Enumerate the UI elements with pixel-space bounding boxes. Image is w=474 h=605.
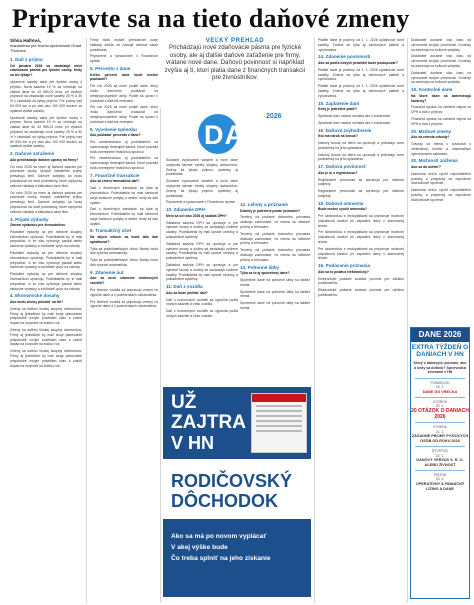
section-heading: 8. Transakčný účet xyxy=(90,228,132,234)
section-text: Pre rok 2026 sa mení podiel dane, ktorý môžu daňovníci poukázať na verejnoprospešné účely. Podiel sa upraví v súvislosti s ďalšími zmenami. xyxy=(90,105,158,124)
section-text: Spotrebné dane na pohonné látky sa taktiež menia. xyxy=(240,301,310,310)
section-text: Základná sadzba DPH sa upravuje a pre vybrané tovary a služby sa zavádzajú znížené sadzby. Podnikatelia by mali upraviť cenníky a pokladničné systémy. xyxy=(166,241,238,261)
sidebar-day: ŠTVRTOK xyxy=(432,449,448,454)
section-lead: Ako je to s registráciou? xyxy=(318,170,358,175)
section-lead: Dokedy je potrebné podať priznanie? xyxy=(240,208,301,213)
ad-line-5: DÔCHODOK xyxy=(171,491,278,511)
section-text: Daň z finančných transakcií sa týka aj živnostníkov. Podnikatelia by mali sledovať svoje bankové pohyby a vedieť, kedy sa daň uplatní. xyxy=(90,186,158,205)
section-heading: 15. Zaplatenie daní xyxy=(318,100,360,106)
section-text: Spotrebné dane na pohonné látky sa taktiež menia. xyxy=(240,289,310,299)
dane-2026-logo xyxy=(196,108,291,163)
section-heading: 19. Podávanie priznania xyxy=(318,263,371,269)
section-heading: 5. Percento z dane xyxy=(90,65,131,71)
section-text: Upravené sadzby dane pre fyzické osoby z príjmov. Nová sadzba 19 % sa vzťahuje na základ dane do 43 983,01 eura, pri vyšších príjmoch sa zavádzajú nové sadzby 25 % a 30 % v závislosti od výšky príjmov. Pre príjmy nad 60 000 eur a pri viac ako 100 000 eurách sa uplatnia vyššie sadzby. xyxy=(10,115,82,149)
section-text: Súčasné zvyšovanie sadzieb a nové dane ovplyvnia takmer všetky skupiny daňovníkov. Zmeny sa týkajú príjmov, spotreby aj podnikania. xyxy=(166,179,238,198)
section-lead: Ako sa mení zdanenie motorových vozidiel? xyxy=(90,276,158,286)
column-divider xyxy=(160,108,161,603)
section-lead: Ako sa zmení transakčná daň? xyxy=(90,179,140,184)
column-3b xyxy=(240,200,310,384)
section-text: Daň z motorových vozidiel sa vypočíta podľa nových sadzieb a veku vozidla. xyxy=(166,309,238,318)
section-text: Paušálne výdavky sa pre niektoré skupiny živnostníkov upravujú. Podnikatelia by si mali prepočítať, či im viac vyhovuje paušál alebo skutočné výdavky a zohľadniť vplyv na odvody. xyxy=(10,272,82,291)
sidebar-item xyxy=(411,425,469,444)
section-text: Dodávateľ dostane viac času na vyrovnanie svojich povinností. Kontroly sa zamerajú na rizikové subjekty. xyxy=(411,54,471,68)
section-heading: 7. Finančné transakcie xyxy=(90,172,140,178)
sidebar-topic: ZÁSADNÉ PRÍJMY FYZICKÝCH OSÔB OD ROKU 2026 xyxy=(411,434,469,444)
section-text: Upravené sadzby dane pre fyzické osoby z príjmov. Nová sadzba 19 % sa vzťahuje na základ dane do 43 983,01 eura, pri vyšších príjmoch sa zavádzajú nové sadzby 25 % a 30 % v závislosti od výšky príjmov. Pre príjmy nad 60 000 eur a pri viac ako 100 000 eurách sa uplatnia vyššie sadzby. xyxy=(10,79,82,113)
section-text: Termíny na podanie daňového priznania ostávajú zachované, no menia sa niektoré prílohy a formuláre. xyxy=(240,248,310,262)
sidebar-title: EXTRA TÝŽDEŇ O DANIACH V HN xyxy=(411,344,469,358)
section-text: Splatnosť daní ostáva rovnaká ako v súčasnosti. xyxy=(318,120,391,125)
sidebar-intro: Ktorý z daňových priznaní, ako a kedy sa dotknú? Sprievodca zmenami v HN xyxy=(413,361,467,375)
logo-year: 2026 xyxy=(266,113,282,120)
section-text: Platiteľ dane je povinný od 1. 1. 2026 uplatňovať nové sadzby. Zmena sa týka aj zálohových platieb a vyúčtovania. xyxy=(318,67,404,82)
sidebar-topic: OPERATÍVNY A FINANČNÝ LÍZING A DANE xyxy=(415,481,465,491)
section-lead: Kto má nárok na bonus? xyxy=(318,134,358,139)
section-text: Súčasné zvyšovanie sadzieb a nové dane ovplyvnia takmer všetky skupiny daňovníkov. Zmeny sa týkajú príjmov, spotreby aj podnikania. xyxy=(166,158,238,177)
sidebar-topic: DANE DO VRECKA xyxy=(422,389,458,394)
section-text: Registračné povinnosti sa sprísňujú pre niektoré subjekty. xyxy=(318,189,404,198)
section-heading: 4. Ekonomické dosahy xyxy=(10,293,60,299)
intro-kicker: VEĽKÝ PREHĽAD xyxy=(205,38,265,44)
section-text: Termíny na podanie daňového priznania ostávajú zachované, no menia sa niektoré prílohy a formuláre. xyxy=(240,215,310,229)
section-heading: 9. Zdanenie áut xyxy=(90,269,124,275)
section-text: Firmy budú musieť prehodnotiť svoje náklady, keďže sa zvyšuje celková záťaž podnikania. xyxy=(90,38,158,52)
section-lead: Ako sa bude počítať daň? xyxy=(166,290,208,295)
sidebar-date: 20. 1. xyxy=(435,404,445,408)
section-text: Od roku 2026 sa mení aj daňová sadzba pre právnické osoby, ktorých zdaniteľné príjmy presahujú limit. Daňové subjekty sa budú pripravovať na nové podmienky, ktoré ovplyvnia celkové náklady a kalkuláciu cash flow. xyxy=(10,190,82,214)
column-3 xyxy=(166,158,238,384)
section-heading: 3. Prijaté výdavky xyxy=(10,216,49,222)
sidebar-date: 21. 1. xyxy=(435,429,445,434)
sidebar-item xyxy=(411,381,469,395)
section-text: Zmeny sa dotknú širokej skupiny daňovníkov. Firmy aj jednotlivci by mali svoje plánovanie prispôsobiť novým pravidlám včas a zvážiť dopad na rozpočet na budúci rok. xyxy=(10,328,82,347)
section-text: Pre rok 2026 sa mení podiel dane, ktorý môžu daňovníci poukázať na verejnoprospešné účely. Podiel sa upraví v súvislosti s ďalšími zmenami. xyxy=(90,84,158,103)
column-1 xyxy=(10,38,82,603)
section-heading: 20. Mzdové zmeny xyxy=(411,128,452,134)
section-text: Splatnosť daní ostáva rovnaká ako v súčasnosti. xyxy=(318,113,391,118)
section-text: Pre firemné vozidlá sa pripravujú zmeny vo výpočte dane a v podmienkach oslobodenia. xyxy=(90,288,158,297)
section-heading: 1. Daň z príjmu xyxy=(10,57,43,62)
column-divider xyxy=(314,38,315,603)
ad-line-4: RODIČOVSKÝ xyxy=(171,471,293,491)
section-heading: 13. Pohonné látky xyxy=(240,264,280,270)
section-text: Finančná správa sa zameria najmä na DPH a daň z príjmov. xyxy=(411,116,471,126)
sidebar-item xyxy=(411,449,469,468)
section-text: Daňovníci môžu využiť odpočítateľné položky a príspevky na doplnkové dôchodkové sporenie. xyxy=(411,171,471,186)
section-text: Daňovníci môžu využiť odpočítateľné položky a príspevky na doplnkové dôchodkové sporenie. xyxy=(411,188,471,202)
section-text: Finančná správa sa zameria najmä na DPH a daň z príjmov. xyxy=(411,105,471,115)
sidebar-item xyxy=(411,473,469,492)
section-text: Daň z finančných transakcií sa týka aj živnostníkov. Podnikatelia by mali sledovať svoje bankové pohyby a vedieť, kedy sa daň uplatní. xyxy=(90,207,158,226)
logo-word xyxy=(204,120,285,150)
sidebar-date: 22. 1. xyxy=(435,453,445,458)
section-lead: Ako pokladať percento z dane? xyxy=(90,133,141,138)
ad-line-3: V HN xyxy=(171,433,215,453)
ad-line-1: UŽ xyxy=(171,392,197,413)
column-2 xyxy=(90,38,158,603)
section-lead: Zmena výdavkov pre živnostníkov. xyxy=(10,223,66,228)
section-text: Odvody sa menia v súvislosti s minimálnou mzdou a maximálnym vymeriavacím základom. xyxy=(411,141,471,156)
section-text: Platiteľ dane je povinný od 1. 1. 2026 uplatňovať nové sadzby. Zmena sa týka aj zálohových platieb a vyúčtovania. xyxy=(318,38,404,52)
sidebar-topic: DANOVÝ VERZUS S. R. O. ALEBO ŽIVNOSŤ xyxy=(416,458,464,468)
section-text: Daňový bonus na dieťa sa upravuje a pribúdajú nové podmienky na jeho uplatnenie. xyxy=(318,152,404,162)
section-lead: Ako budú zmeny pôsobiť na trh? xyxy=(10,300,64,305)
source-note: Pripravené a spracované v Finančnom správe xyxy=(166,200,236,205)
sidebar-item xyxy=(411,400,469,421)
series-sidebar xyxy=(410,327,470,599)
section-lead: Ako prechádzajú daňové úpravy na firmy? xyxy=(10,157,79,162)
section-lead: Kedy je potrebné platiť? xyxy=(318,107,358,112)
section-heading: 11. Daň z vozidla xyxy=(166,284,203,290)
intro-text: Prichádzajú nové zdaňovacie pásma pre fyzické osoby, ale aj ďalšie daňové zaťaženie pre firmy, vrátane nové dane. Daňovú povinnosť si napríklad zvýšia aj tí, ktorí platia dane z finančných transakcií pre živnostníkov. xyxy=(164,44,306,82)
column-5 xyxy=(411,38,471,323)
section-text: Od roku 2026 sa mení aj daňová sadzba pre právnické osoby, ktorých zdaniteľné príjmy presahujú limit. Daňové subjekty sa budú pripravovať na nové podmienky, ktoré ovplyvnia celkové náklady a kalkuláciu cash flow. xyxy=(10,164,82,188)
section-text: Termíny na podanie daňového priznania ostávajú zachované, no menia sa niektoré prílohy a formuláre. xyxy=(240,231,310,246)
section-text: Paušálne výdavky sa pre niektoré skupiny živnostníkov upravujú. Podnikatelia by si mali prepočítať, či im viac vyhovuje paušál alebo skutočné výdavky a zohľadniť vplyv na odvody. xyxy=(10,251,82,270)
section-heading: 19. Kontrolné dane xyxy=(411,87,453,93)
section-heading: 10. Zdanenie DPH xyxy=(166,207,205,213)
hn-promo-ad[interactable] xyxy=(163,387,311,597)
sidebar-date: 15. 1. xyxy=(435,385,445,390)
section-heading: 16. Daňové zvýhodnenie xyxy=(318,127,372,133)
section-heading: 6. Vyvolenie spôsobu xyxy=(90,126,137,132)
section-text: Elektronické podanie zostáva povinné pre väčšinu podnikateľov. xyxy=(318,276,404,286)
sidebar-header: DANE 2026 xyxy=(411,328,469,342)
section-text: Pre daňovníkov s nedoplatkami sa pripravuje možnosť odpustenia sankcií pri zaplatení istiny v stanovenej lehote. xyxy=(318,230,404,245)
sidebar-date: 23. 1. xyxy=(435,477,445,482)
section-text: Týka sa podnikateľských účtov. Banky budú daň vyberať automaticky. xyxy=(90,258,158,268)
section-heading: 20. Možnosti zníženia xyxy=(411,158,458,164)
sidebar-day: UTOROK xyxy=(432,399,448,404)
section-text: Základná sadzba DPH sa upravuje a pre vybrané tovary a služby sa zavádzajú znížené sadzby. Podnikatelia by mali upraviť cenníky a pokladničné systémy. xyxy=(166,262,238,282)
section-heading: 14. Zdanenie povinnosti xyxy=(318,54,371,60)
section-heading: 2. Daňové zaťaženie xyxy=(10,151,55,157)
section-text: Platiteľ dane je povinný od 1. 1. 2026 uplatňovať nové sadzby. Zmena sa týka aj zálohových platieb a vyúčtovania. xyxy=(318,84,404,98)
section-lead: Mení sa od roku 2026 aj sadzba DPH? xyxy=(166,213,227,218)
section-lead: Ako sa dá ušetriť? xyxy=(411,164,441,169)
ad-bullet-2: V akej výške bude xyxy=(171,544,228,551)
section-heading: 12. Lehoty a priznanie xyxy=(240,202,288,207)
section-lead: Ako sa podľa nových pravidiel bude postupovať? xyxy=(318,60,398,65)
section-text: Pre zamestnancov aj podnikateľov sa zachovávajú doterajšie tlačivá. Nové pravidlá budú zverejnené finančnou správou. xyxy=(90,139,158,154)
intro-box xyxy=(160,38,310,106)
newspaper-illustration xyxy=(251,393,307,453)
section-heading: 17. Daňová povinnosť xyxy=(318,164,367,170)
author-role: manažérka pre tvorbu spoločnosti Grant Thornton xyxy=(10,43,82,53)
section-text: Pre daňovníkov s nedoplatkami sa pripravuje možnosť odpustenia sankcií pri zaplatení istiny v stanovenej lehote. xyxy=(318,214,404,228)
author-name: Silvia Hallová, xyxy=(10,38,41,43)
section-lead: Od januára 2026 sa zavádzajú nové zdaňovacie pásma pre fyzické osoby. Kedy sa ich týkajú? xyxy=(10,63,82,78)
dane-logo-graphic xyxy=(196,108,291,158)
ad-line-2: ZAJTRA xyxy=(171,412,246,433)
headline: Pripravte sa na tieto daňové zmeny xyxy=(12,4,410,33)
sidebar-day: STREDA xyxy=(433,425,447,430)
section-text: Dodávateľ dostane viac času na vyrovnanie svojich povinností. Kontroly sa zamerajú na rizikové subjekty. xyxy=(411,70,471,85)
section-lead: Bude možné využiť amnestiu? xyxy=(318,207,368,212)
column-divider xyxy=(407,38,408,603)
byline xyxy=(10,38,82,53)
section-lead: Ako sa to podáva elektronicky? xyxy=(318,269,369,274)
sidebar-day: PONDELOK xyxy=(430,380,450,385)
section-text: Dodávateľ dostane viac času na vyrovnanie svojich povinností. Kontroly sa zamerajú na rizikové subjekty. xyxy=(411,38,471,52)
ad-bullet-3: Čo treba splniť na jeho získanie xyxy=(171,555,271,562)
section-text: Pre zamestnancov aj podnikateľov sa zachovávajú doterajšie tlačivá. Nové pravidlá budú zverejnené finančnou správou. xyxy=(90,156,158,170)
section-text: Pre firemné vozidlá sa pripravujú zmeny vo výpočte dane a v podmienkach oslobodenia. xyxy=(90,299,158,309)
section-heading: 18. Daňová amnestia xyxy=(318,200,364,206)
section-text: Daňový bonus na dieťa sa upravuje a pribúdajú nové podmienky na jeho uplatnenie. xyxy=(318,140,404,150)
section-lead: Ako sa zmenia odvody? xyxy=(411,135,450,140)
logo-word-text: DANE xyxy=(204,120,285,150)
section-text: Spotrebné dane na pohonné látky sa taktiež menia. xyxy=(240,277,310,287)
section-text: Daň z motorových vozidiel sa vypočíta podľa nových sadzieb a veku vozidla. xyxy=(166,297,238,307)
section-text: Týka sa podnikateľských účtov. Banky budú daň vyberať automaticky. xyxy=(90,246,158,256)
section-text: Elektronické podanie zostáva povinné pre väčšinu podnikateľov. xyxy=(318,288,404,298)
source-note: Pripravené a spracované v Finančnom správe xyxy=(90,54,158,64)
column-divider xyxy=(86,38,87,603)
section-text: Základná sadzba DPH sa upravuje a pre vybrané tovary a služby sa zavádzajú znížené sadzby. Podnikatelia by mali upraviť cenníky a pokladničné systémy. xyxy=(166,220,238,239)
section-text: Zmeny sa dotknú širokej skupiny daňovníkov. Firmy aj jednotlivci by mali svoje plánovanie prispôsobiť novým pravidlám včas a zvážiť dopad na rozpočet na budúci rok. xyxy=(10,349,82,368)
section-text: Paušálne výdavky sa pre niektoré skupiny živnostníkov upravujú. Podnikatelia by si mali prepočítať, či im viac vyhovuje paušál alebo skutočné výdavky a zohľadniť vplyv na odvody. xyxy=(10,229,82,249)
sidebar-day: PIATOK xyxy=(433,473,447,478)
section-lead: Týka sa to aj spotrebnej dane? xyxy=(240,271,290,276)
ad-bullet-1: Ako sa má po novom vyplácať xyxy=(171,533,267,540)
section-text: Zmeny sa dotknú širokej skupiny daňovníkov. Firmy aj jednotlivci by mali svoje plánovanie prispôsobiť novým pravidlám včas a zvážiť dopad na rozpočet na budúci rok. xyxy=(10,306,82,326)
section-lead: Na akých účtoch sa bude táto daň uplatňovať? xyxy=(90,235,158,244)
sidebar-topic: 20 OTÁZOK O DANIACH 2026 xyxy=(411,408,469,421)
column-4 xyxy=(318,38,404,603)
section-text: Registračné povinnosti sa sprísňujú pre niektoré subjekty. xyxy=(318,177,404,187)
section-lead: Koľko percent dane bude možné poukázať? xyxy=(90,72,158,82)
section-text: Pre daňovníkov s nedoplatkami sa pripravuje možnosť odpustenia sankcií pri zaplatení istiny v stanovenej lehote. xyxy=(318,246,404,261)
section-lead: Na ktoré dane sa zameriavajú kontroly? xyxy=(411,93,471,103)
